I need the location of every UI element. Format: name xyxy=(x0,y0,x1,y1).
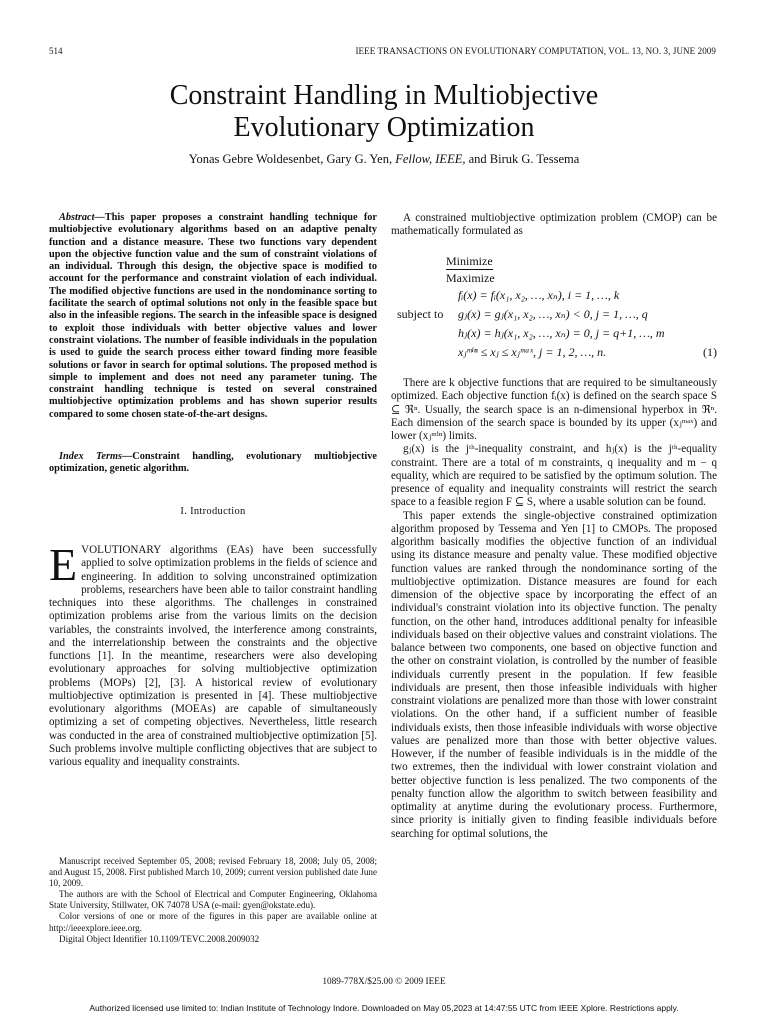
index-terms-text: Constraint handling, evolutionary multiobjective optimization, genetic algorithm. xyxy=(49,451,377,475)
drop-cap: E xyxy=(49,539,78,590)
author-3: and Biruk G. Tessema xyxy=(468,152,580,166)
footnotes xyxy=(49,856,377,945)
eq-number: (1) xyxy=(703,345,717,359)
eq-bounds-line: xⱼᵐⁱⁿ ≤ xⱼ ≤ xⱼᵐᵃˣ, j = 1, 2, …, n. xyxy=(458,345,607,359)
page-number: 514 xyxy=(49,46,63,56)
paragraph-extension: This paper extends the single-objective constrained optimization algorithm proposed by Tessema and Yen [1] to CMOPs. The proposed algorithm basically modifies the objective function of an individual using its distance measure and penalty value. These modified objective function values are ranked through the nondominance sorting of the multiobjective optimization. Distance measures are found for each dimension of the objective space by incorporating the effect of an individual's constraint violation into its objective function. The penalty function, on the other hand, introduces additional penalty for infeasible individuals based on their objective values and constraint violations. The balance between two components, one based on objective function and the other on constraint violation, is controlled by the number of feasible individuals currently present in the population. If few feasible individuals are present, then those infeasible individuals with higher constraint violations are penalized more than those with lower constraint violations. On the other hand, if a sufficient number of feasible individuals exists, then those infeasible individuals with worse objective values are penalized more than those with better objective values. However, if the number of feasible individuals is in the middle of the two extremes, then the individual with lower constraint violation and better objective function is less penalized. The two components of the penalty function allow the algorithm to switch between feasibility and optimality at anytime during the evolutionary process. Furthermore, since priority is initially given to finding feasible individuals before searching for optimal solutions, the xyxy=(391,509,717,840)
index-terms xyxy=(49,451,377,476)
index-terms-label: Index Terms— xyxy=(59,451,133,462)
author-1: Yonas Gebre Woldesenbet, xyxy=(188,152,324,166)
author-line xyxy=(0,152,768,167)
running-header: IEEE TRANSACTIONS ON EVOLUTIONARY COMPUTATION, VOL. 13, NO. 3, JUNE 2009 xyxy=(355,46,716,56)
paper-title xyxy=(0,80,768,144)
abstract-text: This paper proposes a constraint handling technique for multiobjective evolutionary algorithms based on an adaptive penalty function and a distance measure. These two functions vary dependent upon the objective function value and the sum of constraint violations of an individual. Through this design, the objective space is modified to account for the performance and constraint violation of each individual. The modified objective functions are used in the nondominance sorting to facilitate the search of optimal solutions not only in the feasible space but also in the infeasible regions. The search in the infeasible space is designed to exploit those individuals with better objective values and lower constraint violations. The number of feasible individuals in the population is used to guide the search process either toward finding more feasible solutions or favor in search for optimal solutions. The proposed method is simple to implement and does not need any parameter tuning. The constraint handling technique is tested on several constrained multiobjective optimization problems and has shown superior results compared to some chosen state-of-the-art designs. xyxy=(49,212,377,420)
eq-objective-line: fᵢ(x) = fᵢ(x₁, x₂, …, xₙ), i = 1, …, k xyxy=(458,288,620,302)
abstract xyxy=(49,212,377,421)
footnote-authors: The authors are with the School of Electrical and Computer Engineering, Oklahoma State University, Stillwater, OK 74078 USA (e-mail: gyen@okstate.edu). xyxy=(49,889,377,911)
abstract-label: Abstract— xyxy=(59,212,105,223)
section-heading-introduction: I. Introduction xyxy=(180,506,246,517)
introduction-text: VOLUTIONARY algorithms (EAs) have been successfully applied to solve optimization problems in the fields of science and engineering. In addition to solving unconstrained optimization problems, researchers have been able to tailor constraint handling techniques into these algorithms. The challenges in constrained optimization problems arise from the various limits on the decision variables, the constraints involved, the interference among constraints, and the interrelationship between the constraints and the objective functions [1]. In the meantime, researchers were also developing evolutionary approaches for solving multiobjective optimization problems (MOPs) [2], [3]. A historical review of evolutionary multiobjective optimization is presented in [4]. These multiobjective evolutionary algorithms (MOEAs) are capable of simultaneously optimizing a set of competing objectives. Nevertheless, little research was conducted in the area of constrained multiobjective optimization [5]. Such problems involve multiple conflicting objectives that are subject to various equality and inequality constraints. xyxy=(49,544,377,768)
eq-minimize: Minimize xyxy=(446,254,493,268)
right-column-body xyxy=(391,377,717,841)
eq-equality-line: hⱼ(x) = hⱼ(x₁, x₂, …, xₙ) = 0, j = q+1, …, m xyxy=(458,326,665,340)
license-notice: Authorized licensed use limited to: Indian Institute of Technology Indore. Downloaded on May 05,2023 at 14:47:55 UTC from IEEE Xplore. Restrictions apply. xyxy=(89,1003,679,1013)
author-2-fellow: Fellow, IEEE, xyxy=(395,152,466,166)
copyright-line: 1089-778X/$25.00 © 2009 IEEE xyxy=(322,977,446,987)
author-2: Gary G. Yen, xyxy=(326,152,393,166)
title-line-2: Evolutionary Optimization xyxy=(233,112,535,143)
footnote-doi: Digital Object Identifier 10.1109/TEVC.2008.2009032 xyxy=(59,933,260,944)
eq-maximize: Maximize xyxy=(446,271,495,285)
eq-subject-to: subject to xyxy=(397,307,444,321)
eq-inequality-line: gⱼ(x) = gⱼ(x₁, x₂, …, xₙ) < 0, j = 1, …, q xyxy=(458,307,648,321)
footnote-color: Color versions of one or more of the figures in this paper are available online at http://ieeexplore.ieee.org. xyxy=(49,911,377,933)
footnote-manuscript: Manuscript received September 05, 2008; revised February 18, 2008; July 05, 2008; and August 15, 2008. First published March 10, 2009; current version published date June 10, 2009. xyxy=(49,856,377,889)
title-line-1: Constraint Handling in Multiobjective xyxy=(169,80,599,111)
introduction-paragraph xyxy=(49,539,377,769)
cmop-intro-paragraph: A constrained multiobjective optimization problem (CMOP) can be mathematically formulated as xyxy=(391,212,717,238)
paragraph-constraints: gⱼ(x) is the jᵗʰ-inequality constraint, and hⱼ(x) is the jᵗʰ-equality constraint. There are a total of m constraints, q inequality and m − q equality, which are required to be satisfied by the optimum solution. The presence of equality and inequality constraints will restrict the search space to a feasible region F ⊆ S, where a usable solution can be found. xyxy=(391,443,717,509)
paragraph-objectives: There are k objective functions that are required to be simultaneously optimized. Each objective function fᵢ(x) is defined on the search space S ⊆ ℜⁿ. Usually, the search space is an n-dimensional hyperbox in ℜⁿ. Each dimension of the search space is bounded by its upper (xⱼᵐᵃˣ) and lower (xⱼᵐⁱⁿ) limits. xyxy=(391,377,717,442)
